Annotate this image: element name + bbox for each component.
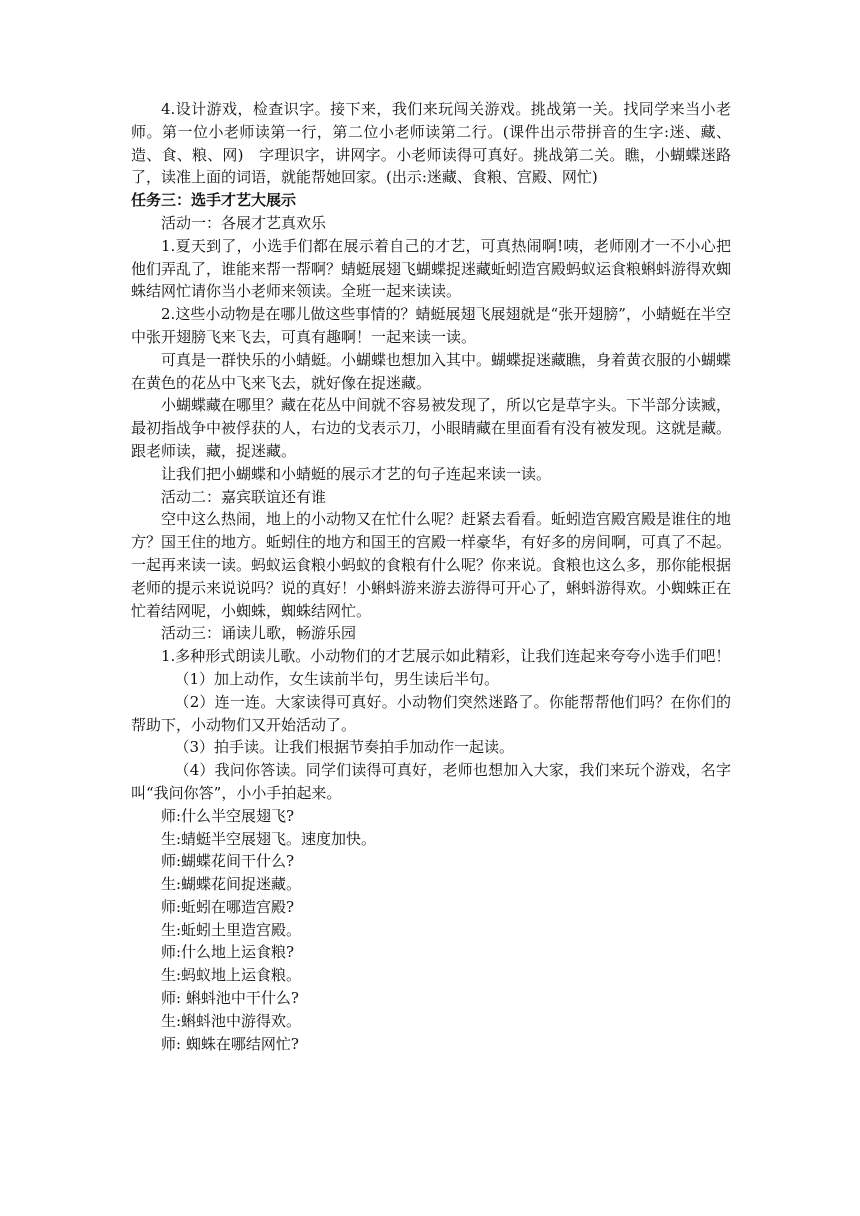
document-page xyxy=(131,98,731,1055)
dialogue-line: 师:蝴蝶花间干什么? xyxy=(161,852,295,871)
paragraph-butterfly-hide: 小蝴蝶藏在哪里？藏在花丛中间就不容易被发现了，所以它是草字头。下半部分读臧，最初指战争中被俘获的人，右边的戈表示刀，小眼睛藏在里面看有没有被发现。这就是藏。跟老师读，藏，捉迷藏。 xyxy=(131,396,732,460)
list-item-2: （2）连一连。大家读得可真好。小动物们突然迷路了。你能帮帮他们吗？在你们的帮助下，小动物们又开始活动了。 xyxy=(131,692,731,734)
list-item-1: （1）加上动作，女生读前半句，男生读后半句。 xyxy=(174,669,500,688)
dialogue-line: 生:蚯蚓土里造宫殿。 xyxy=(161,920,302,939)
list-item-4: （4）我问你答读。同学们读得可真好，老师也想加入大家，我们来玩个游戏，名字叫“我问你答”，小小手拍起来。 xyxy=(131,761,731,802)
activity-three-title: 活动三：诵读儿歌，畅游乐园 xyxy=(161,624,357,643)
dialogue-line: 师:什么半空展翅飞? xyxy=(161,806,295,825)
paragraph-where: 2.这些小动物是在哪儿做这些事情的？蜻蜓展翅飞展翅就是“张开翅膀”，小蜻蜓在半空中张开翅膀飞来飞去，可真有趣啊！一起来读一读。 xyxy=(131,305,731,346)
paragraph-ground-animals: 空中这么热闹，地上的小动物又在忙什么呢？赶紧去看看。蚯蚓造宫殿宫殿是谁住的地方？国王住的地方。蚯蚓住的地方和国王的宫殿一样豪华，有好多的房间啊，可真了不起。一起再来读一读。蚂蚁运食粮小蚂蚁的食粮有什么呢？你来说。食粮也这么多，那你能根据老师的提示来说说吗？说的真好！小蝌蚪游来游去游得可开心了，蝌蚪游得欢。小蜘蛛正在忙着结网呢，小蜘蛛，蜘蛛结网忙。 xyxy=(131,510,732,620)
dialogue-line: 师:什么地上运食粮? xyxy=(161,943,295,962)
activity-two-title: 活动二：嘉宾联谊还有谁 xyxy=(161,487,327,506)
dialogue-line: 师: 蜘蛛在哪结网忙? xyxy=(161,1034,299,1053)
dialogue-line: 生:蝴蝶花间捉迷藏。 xyxy=(161,875,302,894)
paragraph-reading-forms: 1.多种形式朗读儿歌。小动物们的才艺展示如此精彩，让我们连起来夸夸小选手们吧！ xyxy=(161,647,731,666)
section-heading-task-three: 任务三：选手才艺大展示 xyxy=(131,191,297,210)
dialogue-line: 生:蚂蚁地上运食粮。 xyxy=(161,966,302,985)
paragraph-dragonflies: 可真是一群快乐的小蜻蜓。小蝴蝶也想加入其中。蝴蝶捉迷藏瞧，身着黄衣服的小蝴蝶在黄色的花丛中飞来飞去，就好像在捉迷藏。 xyxy=(131,350,732,392)
list-item-3: （3）拍手读。让我们根据节奏拍手加动作一起读。 xyxy=(174,738,515,757)
paragraph-design-game: 4.设计游戏，检查识字。接下来，我们来玩闯关游戏。挑战第一关。找同学来当小老师。第一位小老师读第一行，第二位小老师读第二行。(课件出示带拼音的生字:迷、藏、造、食、粮、网) 字理识字，讲网字。小老师读得可真好。挑战第二关。瞧，小蝴蝶迷路了，读准上面的词语，就能帮她回家。(出示:迷藏、食粮、宫殿、网忙) xyxy=(131,100,731,187)
paragraph-summer: 1.夏天到了，小选手们都在展示着自己的才艺，可真热闹啊!咦，老师刚才一不小心把他们弄乱了，谁能来帮一帮啊？蜻蜓展翅飞蝴蝶捉迷藏蚯蚓造宫殿蚂蚁运食粮蝌蚪游得欢蜘蛛结网忙请你当小老师来领读。全班一起来读读。 xyxy=(131,236,732,301)
dialogue-line: 生:蝌蚪池中游得欢。 xyxy=(161,1011,302,1030)
paragraph-read-together: 让我们把小蝴蝶和小蜻蜓的展示才艺的句子连起来读一读。 xyxy=(161,464,552,483)
dialogue-line: 生:蜻蜓半空展翅飞。速度加快。 xyxy=(161,829,377,848)
dialogue-line: 师: 蝌蚪池中干什么? xyxy=(161,989,299,1008)
dialogue-line: 师:蚯蚓在哪造宫殿? xyxy=(161,897,295,916)
activity-one-title: 活动一：各展才艺真欢乐 xyxy=(161,213,327,232)
